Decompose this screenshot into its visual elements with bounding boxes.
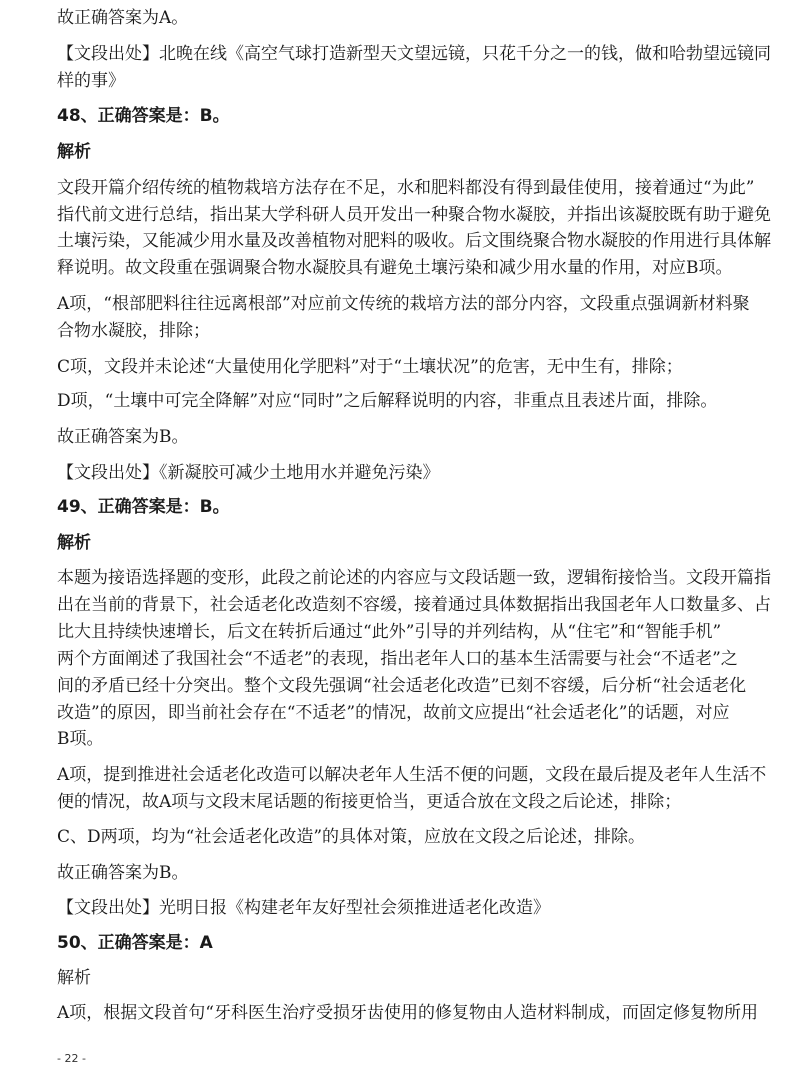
option-line: 合物水凝胶，排除； bbox=[57, 321, 210, 341]
paragraph-line: 文段开篇介绍传统的植物栽培方法存在不足，水和肥料都没有得到最佳使用，接着通过“为此” bbox=[57, 178, 755, 198]
option-line: D项，“土壤中可完全降解”对应“同时”之后解释说明的内容，非重点且表述片面，排除。 bbox=[57, 391, 718, 411]
option-line: A项，“根部肥料往往远离根部”对应前文传统的栽培方法的部分内容，文段重点强调新材料聚 bbox=[57, 294, 750, 314]
answer-heading-49: 49、正确答案是：B。 bbox=[57, 497, 230, 517]
source-line: 【文段出处】光明日报《构建老年友好型社会须推进适老化改造》 bbox=[57, 898, 550, 918]
answer-heading-48: 48、正确答案是：B。 bbox=[57, 106, 230, 126]
analysis-heading: 解析 bbox=[57, 968, 91, 988]
paragraph-line: 本题为接语选择题的变形，此段之前论述的内容应与文段话题一致，逻辑衔接恰当。文段开篇指 bbox=[57, 568, 771, 588]
option-line: A项，提到推进社会适老化改造可以解决老年人生活不便的问题，文段在最后提及老年人生活不 bbox=[57, 765, 767, 785]
paragraph-line: 改造”的原因，即当前社会存在“不适老”的情况，故前文应提出“社会适老化”的话题，对应 bbox=[57, 703, 730, 723]
paragraph-line: 间的矛盾已经十分突出。整个文段先强调“社会适老化改造”已刻不容缓，后分析“社会适老化 bbox=[57, 676, 747, 696]
conclusion-line: 故正确答案为A。 bbox=[57, 8, 189, 28]
analysis-heading: 解析 bbox=[57, 142, 91, 162]
option-line: C项，文段并未论述“大量使用化学肥料”对于“土壤状况”的危害，无中生有，排除； bbox=[57, 357, 683, 377]
source-line: 【文段出处】《新凝胶可减少土地用水并避免污染》 bbox=[57, 463, 440, 483]
option-line: A项，根据文段首句“牙科医生治疗受损牙齿使用的修复物由人造材料制成，而固定修复物所用 bbox=[57, 1003, 758, 1023]
paragraph-line: 出在当前的背景下，社会适老化改造刻不容缓，接着通过具体数据指出我国老年人口数量多、占 bbox=[57, 595, 771, 615]
option-line: C、D两项，均为“社会适老化改造”的具体对策，应放在文段之后论述，排除。 bbox=[57, 827, 646, 847]
page-number: - 22 - bbox=[57, 1052, 86, 1065]
paragraph-line: 释说明。故文段重在强调聚合物水凝胶具有避免土壤污染和减少用水量的作用，对应B项。 bbox=[57, 258, 733, 278]
paragraph-line: 指代前文进行总结，指出某大学科研人员开发出一种聚合物水凝胶，并指出该凝胶既有助于避免 bbox=[57, 205, 771, 225]
option-line: 便的情况，故A项与文段末尾话题的衔接更恰当，更适合放在文段之后论述，排除； bbox=[57, 792, 682, 812]
paragraph-line: B项。 bbox=[57, 729, 104, 749]
paragraph-line: 两个方面阐述了我国社会“不适老”的表现，指出老年人口的基本生活需要与社会“不适老”之 bbox=[57, 649, 738, 669]
paragraph-line: 比大且持续快速增长，后文在转折后通过“此外”引导的并列结构，从“住宅”和“智能手机” bbox=[57, 622, 722, 642]
source-line: 【文段出处】北晚在线《高空气球打造新型天文望远镜，只花千分之一的钱，做和哈勃望远镜同 bbox=[57, 44, 771, 64]
analysis-heading: 解析 bbox=[57, 533, 91, 553]
source-line-cont: 样的事》 bbox=[57, 71, 125, 91]
answer-heading-50: 50、正确答案是：A bbox=[57, 933, 213, 953]
paragraph-line: 土壤污染，又能减少用水量及改善植物对肥料的吸收。后文围绕聚合物水凝胶的作用进行具体解 bbox=[57, 231, 771, 251]
conclusion-line: 故正确答案为B。 bbox=[57, 863, 189, 883]
conclusion-line: 故正确答案为B。 bbox=[57, 427, 189, 447]
